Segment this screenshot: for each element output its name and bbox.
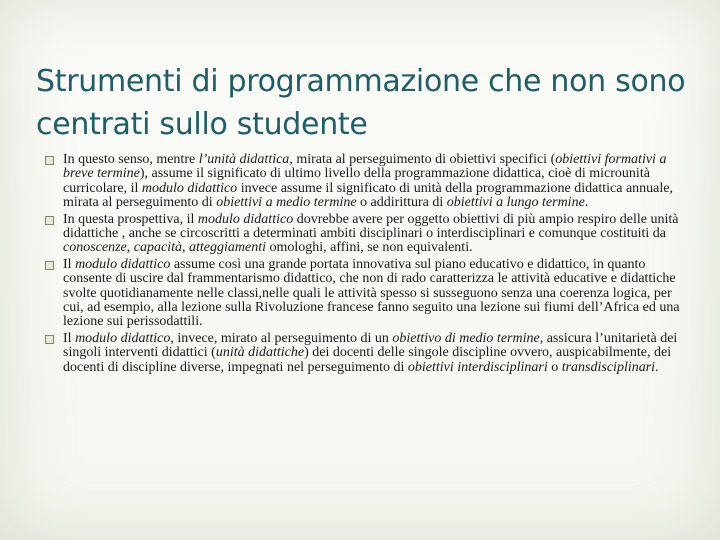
text-run: , mirata al perseguimento di obiettivi specifici (	[289, 152, 556, 167]
italic-run: capacità	[133, 240, 182, 256]
italic-run: obiettivi interdisciplinari	[407, 359, 548, 375]
italic-run: modulo didattico	[197, 211, 294, 227]
italic-run: obiettivo di medio termine	[392, 330, 540, 346]
text-run: ) dei docenti delle singole discipline ovvero, auspicabilmente, dei docenti di discipline diverse, impegnati nel perseguimento di	[63, 345, 672, 375]
square-bullet-icon	[45, 156, 54, 165]
text-run: omologhi, affini, se non equivalenti.	[265, 240, 473, 256]
bullet-paragraph-3	[45, 258, 680, 330]
text-run: , assicura l’unitarietà dei singoli interventi didattici (	[63, 330, 678, 361]
text-run: In questo senso, mentre	[63, 152, 199, 167]
italic-run: unità didattiche	[215, 345, 305, 361]
paragraph-text	[63, 153, 680, 211]
bullet-paragraph-2	[45, 213, 680, 256]
italic-run: obiettivi a medio termine	[216, 195, 357, 211]
slide-body	[45, 153, 680, 377]
bullet-paragraph-4	[45, 332, 680, 375]
text-run: In questa prospettiva, il	[63, 211, 198, 227]
italic-run: l’unità didattica	[198, 152, 290, 167]
text-run: .	[655, 359, 659, 375]
square-bullet-icon	[45, 335, 54, 344]
italic-run: obiettivi formativi a breve termine	[63, 152, 667, 182]
text-run: dovrebbe avere per oggetto obiettivi di più ampio respiro delle unità didattiche , anche se circoscritti a determinati ambiti disciplinari o interdisciplinari e comunque costituiti da	[63, 211, 679, 242]
text-run: ,	[126, 240, 134, 256]
text-run: ,	[181, 240, 189, 256]
slide-title: Strumenti di programmazione che non sono centrati sullo studente	[36, 64, 686, 142]
italic-run: modulo didattico	[75, 256, 171, 272]
italic-run: modulo didattico	[141, 180, 238, 196]
paragraph-text	[63, 332, 680, 375]
text-run: o addirittura di	[356, 195, 447, 211]
italic-run: atteggiamenti	[188, 240, 266, 256]
italic-run: obiettivi a lungo termine	[446, 195, 585, 211]
square-bullet-icon	[45, 261, 54, 270]
italic-run: modulo didattico	[75, 330, 171, 346]
text-run: assume così una grande portata innovativa sul piano educativo e didattico, in quanto consente di uscire dal frammentarismo didattico, che non di rado caratterizza le attività educative e didattiche svolte quotidianamente nelle classi,nelle quali le attività spesso si susseguono senza una coerenza logica, per cui, ad esempio, alla lezione sulla Rivoluzione francese fanno seguito una lezione sui fiumi dell’Africa ed una lezione sui perissodattili.	[63, 256, 680, 330]
italic-run: conoscenze	[63, 240, 127, 256]
text-run: invece assume il significato di unità della programmazione didattica annuale, mirata al perseguimento di	[63, 180, 673, 211]
paragraph-text	[63, 213, 680, 256]
text-run: .	[584, 195, 589, 211]
text-run: Il	[63, 330, 76, 346]
text-run: Il	[63, 256, 76, 272]
italic-run: transdisciplinari	[561, 359, 656, 375]
text-run: ), assume il significato di ultimo livello della programmazione didattica, cioè di microunità curricolare, il	[63, 166, 650, 196]
text-run: o	[547, 359, 562, 375]
text-run: , invece, mirato al perseguimento di un	[170, 330, 393, 346]
paragraph-text	[63, 258, 680, 330]
bullet-paragraph-1	[45, 153, 680, 211]
square-bullet-icon	[45, 216, 54, 225]
